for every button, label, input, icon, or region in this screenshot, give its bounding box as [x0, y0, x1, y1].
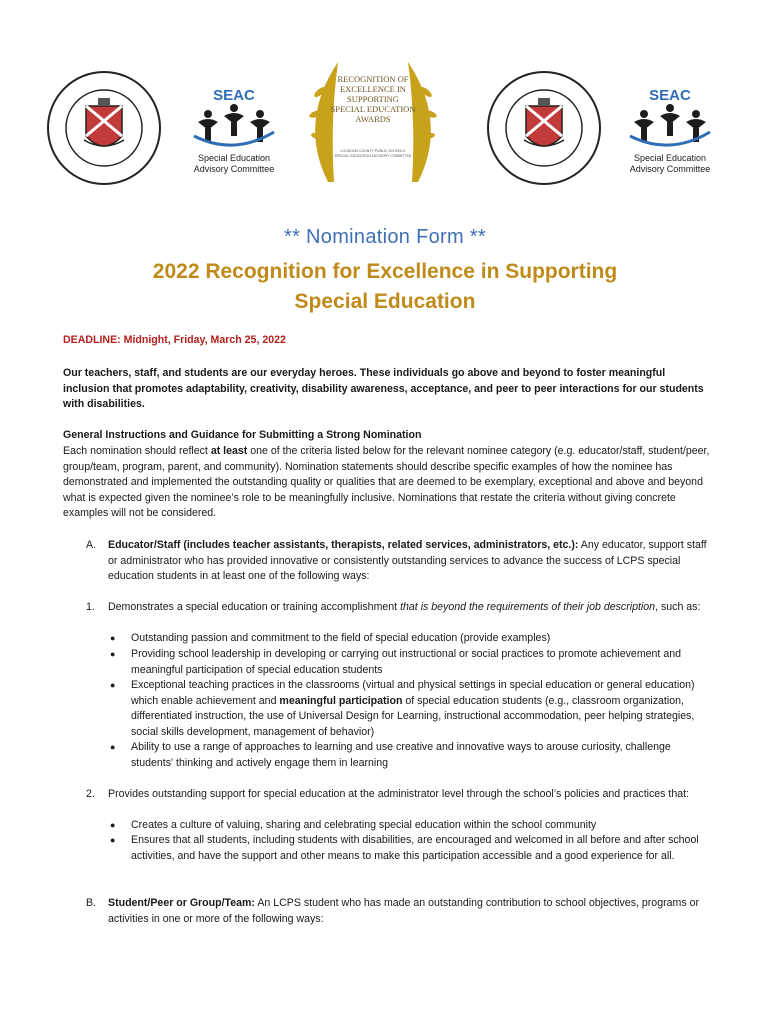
item1-text-italic: that is beyond the requirements of their job description: [400, 601, 656, 613]
general-text-a: Each nomination should reflect: [63, 445, 211, 457]
bullet-icon: ●: [110, 633, 116, 643]
seac-line1: Special Education: [633, 153, 707, 163]
award-line: SPECIAL EDUCATION: [330, 104, 416, 114]
award-sub: SPECIAL EDUCATION ADVISORY COMMITTEE: [334, 154, 412, 158]
general-instructions-text: [63, 444, 713, 522]
bullet3-text-a: Exceptional teaching practices in the classrooms (virtual and physical settings in special education or general education) which enable achievement and: [131, 679, 695, 707]
main-title-line2: Special Education: [294, 290, 476, 313]
award-line: EXCELLENCE IN: [340, 84, 406, 94]
bullet-icon: ●: [110, 835, 116, 845]
item2-marker: 2.: [86, 788, 95, 800]
section-b-label: Student/Peer or Group/Team:: [108, 897, 255, 909]
item1-marker: 1.: [86, 601, 95, 613]
seac-line1: Special Education: [197, 153, 271, 163]
form-title: ** Nomination Form **: [284, 226, 486, 248]
bullet3-text-c: of special education students (e.g., classroom organization, differentiated instruction, the use of Universal Design for Learning, instructional accommodation, peer helping strategies, social skills development, management of behavior): [131, 694, 695, 738]
general-text-emphasis: at least: [210, 445, 248, 457]
section-a-desc: Any educator, support staff or administrator who has provided innovative or consistently outstanding services to advance the success of LCPS special education students in at least one of the following ways:: [108, 539, 707, 583]
item2-text: Provides outstanding support for special education at the administrator level through the school’s policies and practices that:: [108, 788, 690, 800]
main-title-line1: 2022 Recognition for Excellence in Supporting: [152, 260, 618, 283]
item1-bullet: Providing school leadership in developing or carrying out instructional or social practices to promote achievement and meaningful participation of special education students: [131, 648, 681, 676]
item1-text-c: , such as:: [655, 601, 701, 613]
award-sub: LOUDOUN COUNTY PUBLIC SCHOOLS: [340, 149, 406, 153]
lcps-seal-logo: [486, 70, 602, 186]
bullet-icon: ●: [110, 680, 116, 690]
section-b-text: [108, 896, 708, 927]
seac-line2: Advisory Committee: [629, 164, 711, 174]
intro-paragraph: Our teachers, staff, and students are our everyday heroes. These individuals go above and beyond to foster meaningful inclusion that promotes adaptability, creativity, disability awareness, acceptance, and peer to peer interactions for our students with disabilities.: [63, 367, 704, 411]
bullet-icon: ●: [110, 742, 116, 752]
section-b-marker: B.: [86, 897, 97, 909]
item1-bullet: Outstanding passion and commitment to the field of special education (provide examples): [131, 632, 551, 644]
main-title: [85, 257, 685, 317]
item1-text-a: Demonstrates a special education or training accomplishment: [108, 601, 401, 613]
seac-abbr: SEAC: [649, 87, 691, 104]
award-line: SUPPORTING: [347, 94, 399, 104]
award-laurel-emblem: [298, 52, 448, 192]
general-instructions-heading: General Instructions and Guidance for Submitting a Strong Nomination: [63, 429, 422, 441]
seac-logo: [622, 78, 732, 178]
seac-line2: Advisory Committee: [193, 164, 275, 174]
bullet-icon: ●: [110, 649, 116, 659]
seac-abbr: SEAC: [213, 87, 255, 104]
seac-logo: [186, 78, 296, 178]
deadline: DEADLINE: Midnight, Friday, March 25, 2022: [63, 334, 286, 346]
section-a-text: [108, 538, 708, 585]
lcps-seal-logo: [46, 70, 162, 186]
bullet-icon: ●: [110, 820, 116, 830]
item2-bullet: Ensures that all students, including students with disabilities, are encouraged and welcomed in all before and after school activities, and have the support and other means to make this participation accessible and a good experience for all.: [131, 834, 699, 862]
section-a-label: Educator/Staff (includes teacher assistants, therapists, related services, administrators, etc.):: [108, 539, 579, 551]
header-logos: [0, 48, 770, 178]
section-a-marker: A.: [86, 539, 97, 551]
item1-text: [108, 600, 708, 616]
item1-bullet: [131, 678, 711, 740]
award-line: AWARDS: [355, 114, 391, 124]
item1-bullet: Ability to use a range of approaches to learning and use creative and innovative ways to arouse curiosity, challenge students' thinking and actively engage them in learning: [131, 741, 671, 769]
general-text-c: one of the criteria listed below for the relevant nominee category (e.g. educator/staff, student/peer, group/team, program, parent, and community). Nomination statements should describe specific examples of how the nominee has demonstrated and implemented the outstanding quality or qualities that are deemed to be exemplary, exceptional and above and beyond what is expected given the nominee’s role to be meaningfully inclusive. Nominations that restate the criteria without giving concrete examples will not be considered.: [63, 445, 710, 520]
award-line: RECOGNITION OF: [337, 74, 409, 84]
section-b-desc: An LCPS student who has made an outstanding contribution to school objectives, programs or activities in one or more of the following ways:: [108, 897, 699, 925]
bullet3-emphasis: meaningful participation: [279, 694, 403, 707]
item2-bullet: Creates a culture of valuing, sharing and celebrating special education within the school community: [131, 819, 597, 831]
